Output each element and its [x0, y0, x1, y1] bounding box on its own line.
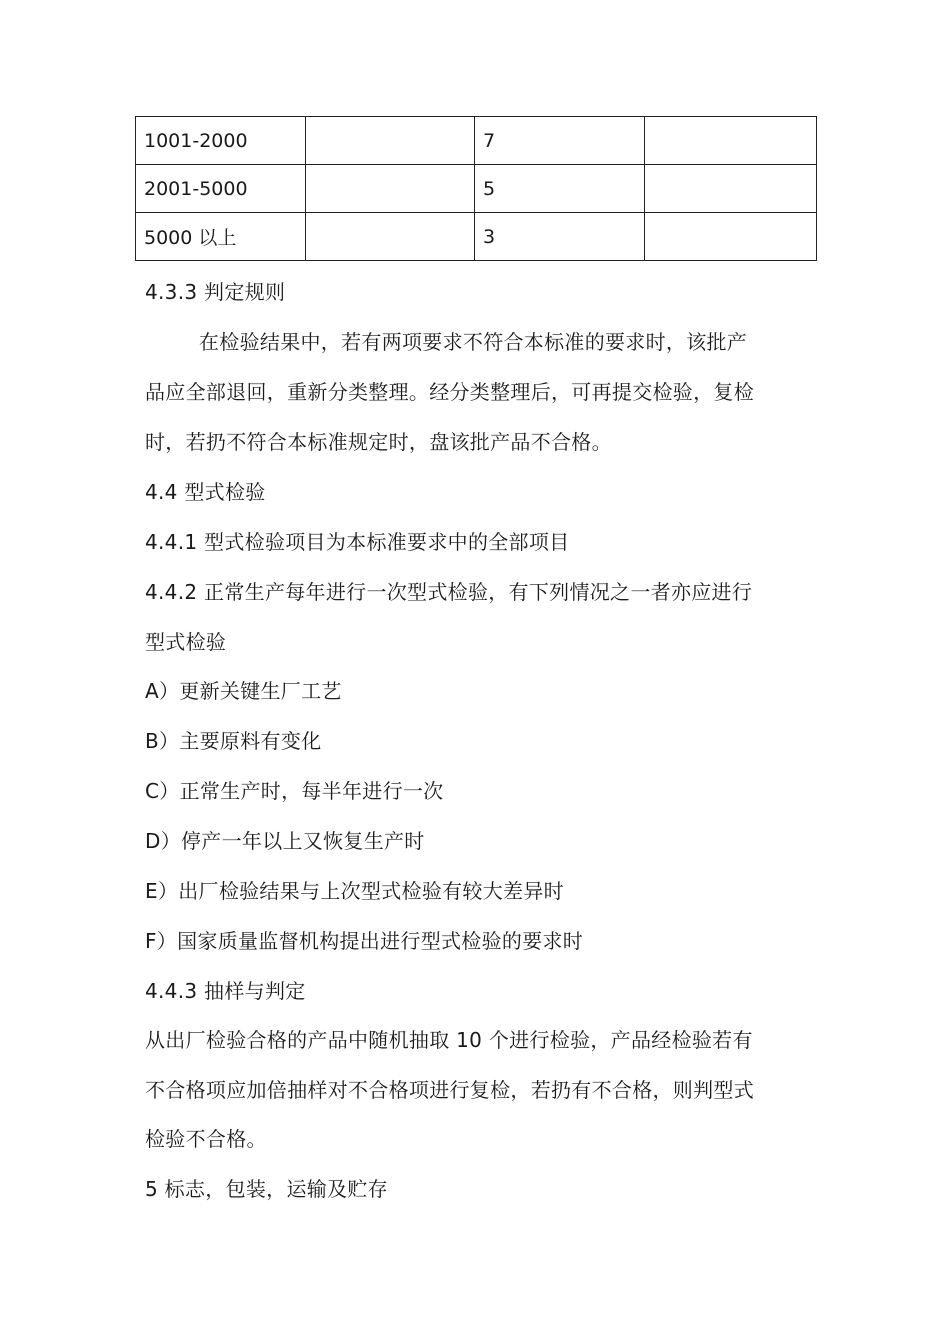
table-cell: 1001-2000: [136, 117, 306, 165]
heading-4-4-3: 4.4.3 抽样与判定: [145, 979, 306, 1003]
heading-4-4: 4.4 型式检验: [145, 480, 266, 504]
sampling-table: [135, 116, 817, 261]
table-cell: [645, 117, 817, 165]
table-row: [136, 165, 817, 213]
list-item: F）国家质量监督机构提出进行型式检验的要求时: [145, 929, 584, 953]
table-cell: 5: [475, 165, 645, 213]
item-4-4-2: 4.4.2 正常生产每年进行一次型式检验，有下列情况之一者亦应进行: [145, 580, 753, 604]
item-4-4-2-continued: 型式检验: [145, 630, 227, 654]
table-row: [136, 117, 817, 165]
table-cell: [306, 117, 475, 165]
list-item: A）更新关键生厂工艺: [145, 679, 342, 703]
table-row: [136, 213, 817, 261]
paragraph-line: 在检验结果中，若有两项要求不符合本标准的要求时，该批产: [199, 330, 748, 354]
table-cell: 3: [475, 213, 645, 261]
heading-5: 5 标志，包装，运输及贮存: [145, 1177, 388, 1201]
table-cell: [645, 165, 817, 213]
list-item: B）主要原料有变化: [145, 729, 322, 753]
paragraph-line: 时，若扔不符合本标准规定时，盘该批产品不合格。: [145, 430, 612, 454]
table-cell: [306, 165, 475, 213]
paragraph-line: 检验不合格。: [145, 1127, 267, 1151]
table-cell: [306, 213, 475, 261]
table-cell: 5000 以上: [136, 213, 306, 261]
list-item: E）出厂检验结果与上次型式检验有较大差异时: [145, 879, 564, 903]
list-item: C）正常生产时，每半年进行一次: [145, 779, 444, 803]
paragraph-line: 不合格项应加倍抽样对不合格项进行复检，若扔有不合格，则判型式: [145, 1078, 754, 1102]
paragraph-line: 品应全部退回，重新分类整理。经分类整理后，可再提交检验，复检: [145, 380, 754, 404]
table-cell: 2001-5000: [136, 165, 306, 213]
heading-4-3-3: 4.3.3 判定规则: [145, 280, 286, 304]
list-item: D）停产一年以上又恢复生产时: [145, 829, 425, 853]
item-4-4-1: 4.4.1 型式检验项目为本标准要求中的全部项目: [145, 530, 570, 554]
paragraph-line: 从出厂检验合格的产品中随机抽取 10 个进行检验，产品经检验若有: [145, 1028, 753, 1052]
table-cell: [645, 213, 817, 261]
table-cell: 7: [475, 117, 645, 165]
